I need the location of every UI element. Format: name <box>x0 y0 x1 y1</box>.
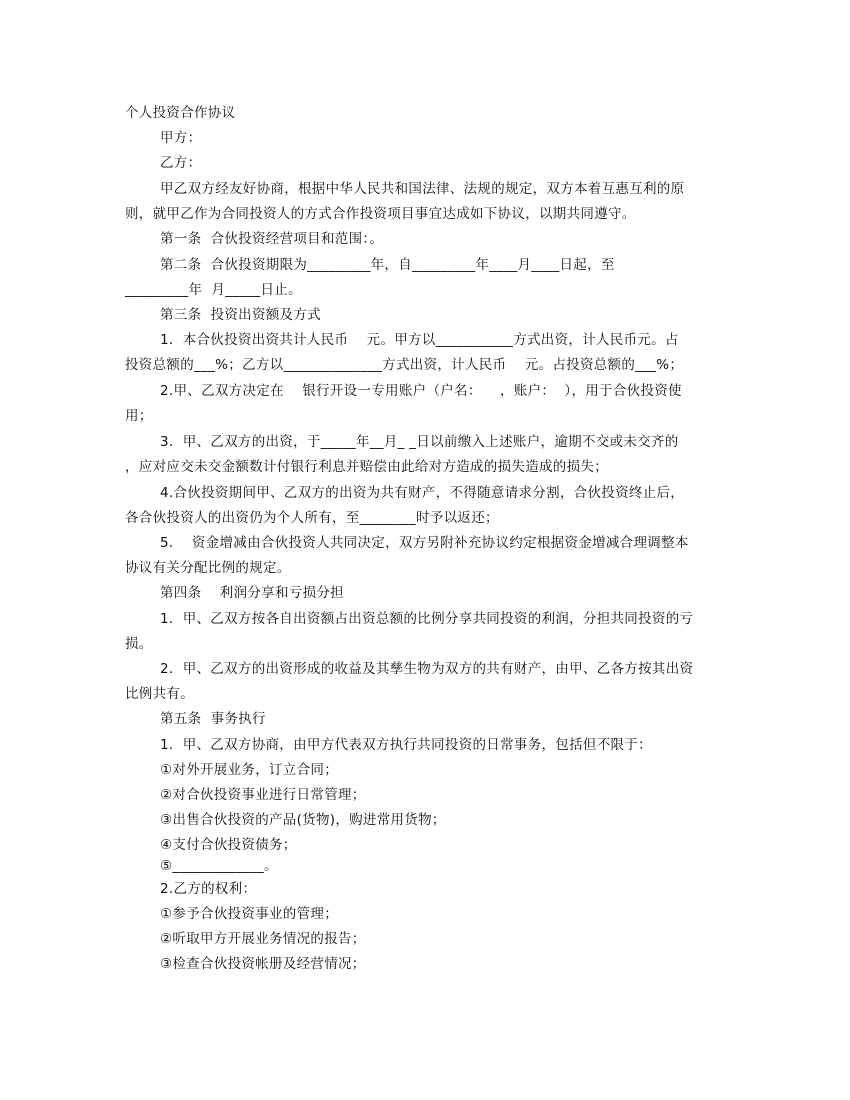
article-4-clause-1-line-2: 损。 <box>125 636 153 652</box>
article-3-clause-2-line-1: 2.甲、乙双方决定在 银行开设一专用账户（户名： ，账户： ），用于合伙投资使 <box>160 383 682 399</box>
intro-line-1: 甲乙双方经友好协商，根据中华人民共和国法律、法规的规定，双方本着互惠互利的原 <box>160 181 685 197</box>
article-5-clause-2: 2.乙方的权利： <box>160 881 257 897</box>
list-item: ①参予合伙投资事业的管理； <box>160 906 339 922</box>
article-4-clause-2-line-1: 2．甲、乙双方的出资形成的收益及其孳生物为双方的共有财产，由甲、乙各方按其出资 <box>160 661 694 677</box>
list-item: ⑤_____________。 <box>160 858 278 874</box>
article-4-clause-2-line-2: 比例共有。 <box>125 686 194 702</box>
article-3-clause-1-line-1: 1．本合伙投资出资共计人民币 元。甲方以___________方式出资，计人民币元。占 <box>160 332 679 348</box>
article-2-line-1: 第二条 合伙投资期限为_________年，自_________年____月____日起，至 <box>160 257 615 273</box>
party-a-line: 甲方： <box>160 130 202 146</box>
document-title: 个人投资合作协议 <box>125 105 236 121</box>
article-3-clause-4-line-1: 4.合伙投资期间甲、乙双方的出资为共有财产，不得随意请求分割，合伙投资终止后， <box>160 485 685 501</box>
article-3-clause-4-line-2: 各合伙投资人的出资仍为个人所有，至________时予以返还； <box>125 510 499 526</box>
article-3-clause-1-line-2: 投资总额的___%；乙方以______________方式出资，计人民币 元。占投资总额的___%； <box>125 357 684 373</box>
article-4-title: 第四条 利润分享和亏损分担 <box>160 585 344 601</box>
list-item: ②听取甲方开展业务情况的报告； <box>160 931 366 947</box>
article-3-clause-2-line-2: 用； <box>125 408 153 424</box>
article-2-line-2: _________年 月_____日止。 <box>125 282 302 298</box>
article-3-clause-5-line-2: 协议有关分配比例的规定。 <box>125 560 291 576</box>
list-item: ③检查合伙投资帐册及经营情况； <box>160 956 366 972</box>
article-3-clause-5-line-1: 5． 资金增减由合伙投资人共同决定，双方另附补充协议约定根据资金增减合理调整本 <box>160 535 689 551</box>
list-item: ①对外开展业务，订立合同； <box>160 762 339 778</box>
article-1: 第一条 合伙投资经营项目和范围：。 <box>160 231 384 247</box>
article-3-title: 第三条 投资出资额及方式 <box>160 307 321 323</box>
party-b-line: 乙方： <box>160 155 202 171</box>
list-item: ④支付合伙投资债务； <box>160 837 297 853</box>
article-5-title: 第五条 事务执行 <box>160 711 266 727</box>
intro-line-2: 则，就甲乙作为合同投资人的方式合作投资项目事宜达成如下协议，以期共同遵守。 <box>125 206 636 222</box>
list-item: ③出售合伙投资的产品(货物)，购进常用货物； <box>160 812 446 828</box>
article-4-clause-1-line-1: 1．甲、乙双方按各自出资额占出资总额的比例分享共同投资的利润，分担共同投资的亏 <box>160 611 694 627</box>
list-item: ②对合伙投资事业进行日常管理； <box>160 787 366 803</box>
article-3-clause-3-line-2: ，应对应交未交金额数计付银行利息并赔偿由此给对方造成的损失造成的损失； <box>125 459 608 475</box>
article-3-clause-3-line-1: 3．甲、乙双方的出资，于_____年__月_ _日以前缴入上述账户，逾期不交或未交齐的 <box>160 434 679 450</box>
article-5-clause-1: 1．甲、乙双方协商，由甲方代表双方执行共同投资的日常事务，包括但不限于： <box>160 737 652 753</box>
